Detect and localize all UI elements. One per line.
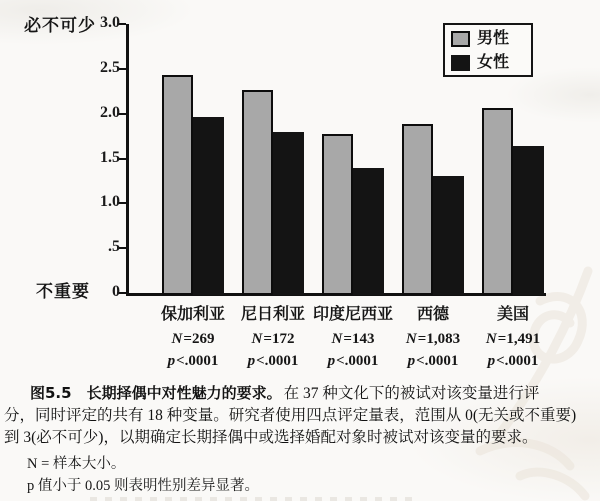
category-label-3: 西德 <box>416 306 449 323</box>
legend-female-label: 女性 <box>477 53 510 71</box>
male-bar-0 <box>162 75 193 295</box>
female-bar-2 <box>353 168 384 295</box>
p-value-0: p<.0001 <box>167 353 219 369</box>
y-axis-tick-label: 2.0 <box>100 103 120 121</box>
legend-item-female <box>451 52 531 73</box>
p-value-1: p<.0001 <box>247 353 299 369</box>
legend-male-label: 男性 <box>477 29 510 47</box>
female-series-swatch <box>451 55 470 71</box>
caption-line-1 <box>4 382 598 405</box>
male-bar-4 <box>482 108 513 295</box>
y-axis-tick-label: .5 <box>108 238 120 256</box>
sample-size-4: N=1,491 <box>485 331 541 347</box>
figure-number-title: 图5.5 长期择偶中对性魅力的要求。 <box>30 384 282 402</box>
figure-caption <box>4 382 598 449</box>
cropped-text-sliver <box>90 497 420 501</box>
y-axis-tick-label: 0 <box>112 283 120 300</box>
caption-line-2: 分，同时评定的共有 18 种变量。研究者使用四点评定量表，范围从 0(无关或不重要) <box>4 407 577 424</box>
sample-size-1: N=172 <box>251 331 295 347</box>
category-label-4: 美国 <box>496 306 529 323</box>
footnote-sample-size: N = 样本大小。 <box>27 456 126 472</box>
legend-item-male <box>451 28 531 49</box>
female-bar-4 <box>513 146 544 295</box>
caption-line1-text: 在 37 种文化下的被试对该变量进行评 <box>283 385 540 402</box>
legend <box>443 23 533 77</box>
y-axis-tick-label: 1.5 <box>100 148 120 166</box>
female-bar-3 <box>433 176 464 295</box>
caption-line-3: 到 3(必不可少)，以期确定长期择偶中或选择婚配对象时被试对该变量的要求。 <box>4 429 538 446</box>
female-bar-1 <box>273 132 304 295</box>
sample-size-0: N=269 <box>171 331 215 347</box>
p-value-3: p<.0001 <box>407 353 459 369</box>
y-axis-tick-label: 2.5 <box>100 58 120 76</box>
p-value-2: p<.0001 <box>327 353 379 369</box>
y-axis-tick-label: 3.0 <box>100 14 120 31</box>
p-value-4: p<.0001 <box>487 353 539 369</box>
male-bar-1 <box>242 90 273 295</box>
y-axis-line <box>126 24 129 296</box>
category-label-0: 保加利亚 <box>160 306 225 323</box>
y-axis-max-label: 必不可少 <box>24 16 96 35</box>
male-series-swatch <box>451 31 470 47</box>
female-bar-0 <box>193 117 224 295</box>
category-label-2: 印度尼西亚 <box>312 306 393 323</box>
y-axis-tick-label: 1.0 <box>100 193 120 211</box>
sample-size-3: N=1,083 <box>405 331 461 347</box>
male-bar-2 <box>322 134 353 295</box>
category-label-1: 尼日利亚 <box>240 306 305 323</box>
sample-size-2: N=143 <box>331 331 375 347</box>
male-bar-3 <box>402 124 433 295</box>
y-axis-min-label: 不重要 <box>36 282 90 301</box>
footnote-p-value: p 值小于 0.05 则表明性别差异显著。 <box>27 478 259 494</box>
